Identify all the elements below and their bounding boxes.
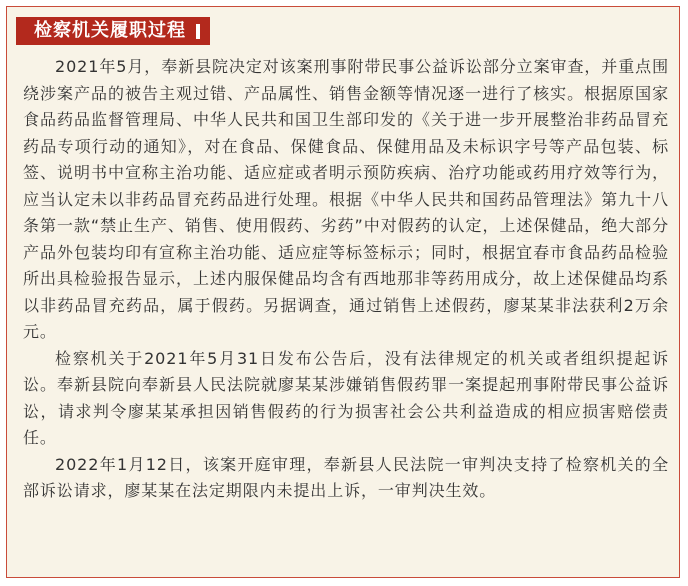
paragraph-3: 2022年1月12日，该案开庭审理，奉新县人民法院一审判决支持了检察机关的全部诉讼请求，廖某某在法定期限内未提出上诉，一审判决生效。 <box>23 454 669 500</box>
paragraph-1: 2021年5月，奉新县院决定对该案刑事附带民事公益诉讼部分立案审查，并重点围绕涉案产品的被告主观过错、产品属性、销售金额等情况逐一进行了核实。根据原国家食品药品监督管理局、中华人民共和国卫生部印发的《关于进一步开展整治非药品冒充药品专项行动的通知》，对在食品、保健食品、保健用品及未标识字号等产品包装、标签、说明书中宣称主治功能、适应症或者明示预防疾病、治疗功能或药用疗效等行为，应当认定未以非药品冒充药品进行处理。根据《中华人民共和国药品管理法》第九十八条第一款“禁止生产、销售、使用假药、劣药”中对假药的认定，上述保健品，绝大部分产品外包装均印有宣称主治功能、适应症等标签标示；同时，根据宜春市食品药品检验所出具检验报告显示，上述内服保健品均含有西地那非等药用成分，故上述保健品均系以非药品冒充药品，属于假药。另据调查，通过销售上述假药，廖某某非法获利2万余元。 <box>23 57 669 341</box>
paragraph-2: 检察机关于2021年5月31日发布公告后，没有法律规定的机关或者组织提起诉讼。奉新县院向奉新县人民法院就廖某某涉嫌销售假药罪一案提起刑事附带民事公益诉讼，请求判令廖某某承担因销售假药的行为损害社会公共利益造成的相应损害赔偿责任。 <box>23 348 669 447</box>
section-title-bar <box>16 17 210 45</box>
content-panel <box>6 6 680 578</box>
article-body <box>23 54 669 505</box>
title-bar-mark <box>196 24 200 39</box>
section-title: 检察机关履职过程 <box>34 20 186 41</box>
